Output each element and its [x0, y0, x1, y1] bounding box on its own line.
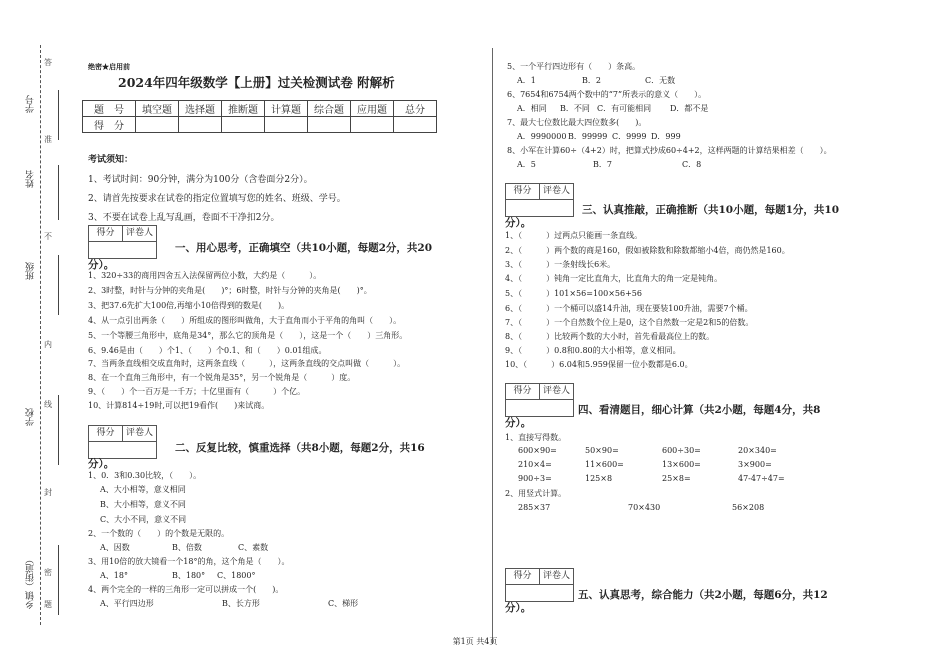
calc-item: 600×90= — [518, 446, 557, 455]
name-field[interactable] — [58, 165, 59, 220]
calc-item: 25×8= — [662, 474, 691, 483]
scorebox-label: 评卷人 — [542, 386, 570, 396]
option: C、素数 — [238, 543, 269, 552]
page-title: 2024年四年级数学【上册】过关检测试卷 附解析 — [118, 75, 395, 90]
option: C．9999 — [612, 132, 647, 141]
question: 7、（ ）一个自然数个位上是0，这个自然数一定是2和5的倍数。 — [505, 318, 754, 327]
calc-item: 50×90= — [585, 446, 619, 455]
calc-item: 11×600= — [585, 460, 624, 469]
school-label: 学校 — [26, 408, 36, 426]
section5-scorebox — [505, 568, 574, 602]
question: 2、3时整，时针与分钟的夹角是( )°；6时整，时针与分钟的夹角是( )°。 — [88, 286, 372, 295]
scorebox-label: 得分 — [89, 226, 123, 241]
calc-item: 47-47÷47= — [738, 474, 785, 483]
student-id-label: 学号 — [26, 95, 36, 113]
student-id-field[interactable] — [58, 90, 59, 140]
binding-margin — [0, 0, 70, 671]
scorebox-label: 评卷人 — [542, 571, 570, 581]
scorebox-label: 评卷人 — [125, 428, 153, 438]
option: A、平行四边形 — [100, 599, 154, 608]
score-table-cell: 总分 — [394, 101, 437, 117]
option: C、1800° — [217, 571, 256, 580]
score-input-cell[interactable] — [136, 117, 179, 133]
question: 5、一个平行四边形有（ ）条高。 — [507, 62, 641, 71]
question: 6、（ ）一个桶可以盛14升油，现在要装100升油，需要7个桶。 — [505, 304, 753, 313]
score-table-cell: 填空题 — [136, 101, 179, 117]
section4-title-cont: 分）。 — [505, 417, 532, 429]
score-table-cell: 题 号 — [83, 101, 136, 117]
question: 3、把37.6先扩大100倍,再缩小10倍得到的数是( )。 — [88, 301, 290, 310]
option: B、长方形 — [222, 599, 260, 608]
calc-item: 125×8 — [585, 474, 613, 483]
question: 6、9.46是由（ ）个1、（ ）个0.1、和（ ）0.01组成。 — [88, 346, 327, 355]
question: 4、（ ）钝角一定比直角大，比直角大的角一定是钝角。 — [505, 274, 723, 283]
question: 8、（ ）比较两个数的大小时，首先看最高位上的数。 — [505, 332, 715, 341]
score-table-cell: 选择题 — [179, 101, 222, 117]
name-label: 姓名 — [26, 170, 36, 188]
school-field[interactable] — [58, 395, 59, 465]
class-field[interactable] — [58, 255, 59, 315]
township-field[interactable] — [58, 545, 59, 615]
score-table — [82, 100, 437, 133]
option: B．7 — [593, 160, 612, 169]
section1-title: 一、用心思考，正确填空（共10小题，每题2分，共20 — [175, 242, 433, 254]
scorebox-label: 评卷人 — [542, 186, 570, 196]
question: 5、一个等腰三角形中，底角是34°，那么它的顶角是（ ），这是一个（ ）三角形。 — [88, 331, 408, 340]
secret-mark: 绝密★启用前 — [88, 62, 130, 71]
option: B．不同 — [560, 104, 590, 113]
notice-item: 3、不要在试卷上乱写乱画，卷面不干净扣2分。 — [88, 213, 280, 223]
score-input-cell[interactable] — [394, 117, 437, 133]
section1-scorebox — [88, 225, 157, 259]
score-input-cell[interactable] — [351, 117, 394, 133]
seal-char: 封 — [44, 488, 52, 497]
question: 8、小军在计算60÷（4+2）时，把算式抄成60÷4+2，这样两题的计算结果相差（ ）。 — [507, 146, 832, 155]
section3-title: 三、认真推敲，正确推断（共10小题，每题1分，共10 — [582, 204, 840, 216]
question: 5、（ ）101×56=100×56+56 — [505, 289, 642, 298]
question: 10、（ ）6.04和5.959保留一位小数都是6.0。 — [505, 360, 693, 369]
question: 1、直接写得数。 — [505, 433, 567, 442]
section3-scorebox — [505, 183, 574, 217]
question: 2、（ ）两个数的商是160，假如被除数和除数都缩小4倍，商仍然是160。 — [505, 246, 790, 255]
question: 4、两个完全的一样的三角形一定可以拼成一个( )。 — [88, 585, 284, 594]
question: 2、用竖式计算。 — [505, 489, 567, 498]
option: B．99999 — [568, 132, 608, 141]
section1-title-cont: 分）。 — [88, 259, 115, 271]
option: C．有可能相同 — [597, 104, 652, 113]
seal-char: 题 — [44, 600, 52, 609]
question: 1、0．3和0.30比较，（ ）。 — [88, 471, 202, 480]
calc-item: 900÷3= — [518, 474, 552, 483]
calc-item: 600÷30= — [662, 446, 701, 455]
question: 1、（ ）过两点只能画一条直线。 — [505, 231, 643, 240]
seal-char: 内 — [44, 340, 52, 349]
section2-title-cont: 分）。 — [88, 458, 115, 470]
section2-scorebox — [88, 425, 157, 459]
option: C．8 — [682, 160, 702, 169]
question: 3、（ ）一条射线长6米。 — [505, 260, 616, 269]
calc-item: 70×430 — [628, 503, 661, 512]
section3-title-cont: 分）。 — [505, 217, 532, 229]
seal-char: 准 — [44, 135, 52, 144]
page-footer: 第1页 共4页 — [452, 637, 498, 646]
score-table-cell: 综合题 — [308, 101, 351, 117]
section5-title: 五、认真思考，综合能力（共2小题，每题6分，共12 — [578, 589, 828, 601]
question: 3、用10倍的放大镜看一个18°的角，这个角是（ ）。 — [88, 557, 290, 566]
option: A．相同 — [517, 104, 547, 113]
scorebox-label: 得分 — [89, 426, 123, 441]
option: C、大小不同，意义不同 — [100, 515, 187, 524]
option: C、梯形 — [328, 599, 359, 608]
option: A．1 — [517, 76, 536, 85]
score-table-score-row — [83, 117, 437, 133]
question: 4、从一点引出两条（ ）所组成的图形叫做角，大于直角而小于平角的角叫（ ）。 — [88, 316, 402, 325]
score-input-cell[interactable] — [179, 117, 222, 133]
seal-char: 答 — [44, 58, 52, 67]
question: 9、（ ）0.8和0.80的大小相等，意义相同。 — [505, 346, 681, 355]
section2-title: 二、反复比较，慎重选择（共8小题，每题2分，共16 — [175, 442, 425, 454]
option: B．2 — [582, 76, 601, 85]
option: A．5 — [517, 160, 536, 169]
calc-item: 3×900= — [738, 460, 772, 469]
section4-scorebox — [505, 383, 574, 417]
scorebox-label: 评卷人 — [125, 228, 153, 238]
score-table-cell: 计算题 — [265, 101, 308, 117]
notice-item: 2、请首先按要求在试卷的指定位置填写您的姓名、班级、学号。 — [88, 194, 346, 204]
option: B、倍数 — [172, 543, 202, 552]
option: D．999 — [651, 132, 681, 141]
question: 6、7654和6754两个数中的“7”所表示的意义（ ）。 — [507, 90, 707, 99]
score-table-cell: 推断题 — [222, 101, 265, 117]
question: 7、当两条直线相交成直角时，这两条直线（ ），这两条直线的交点叫做（ ）。 — [88, 359, 406, 368]
score-table-cell: 应用题 — [351, 101, 394, 117]
notice-item: 1、考试时间：90分钟，满分为100分（含卷面分2分）。 — [88, 175, 313, 185]
column-divider — [492, 48, 493, 644]
calc-item: 20×340= — [738, 446, 777, 455]
question: 8、在一个直角三角形中，有一个锐角是35°，另一个锐角是（ ）度。 — [88, 373, 356, 382]
section4-title: 四、看清题目，细心计算（共2小题，每题4分，共8 — [578, 404, 821, 416]
option: A、18° — [100, 571, 128, 580]
seal-char: 密 — [44, 568, 52, 577]
calc-item: 285×37 — [518, 503, 551, 512]
score-table-cell: 得 分 — [83, 117, 136, 133]
question: 7、最大七位数比最大四位数多( )。 — [507, 118, 647, 127]
question: 2、一个数的（ ）的个数是无限的。 — [88, 529, 230, 538]
option: A、大小相等，意义相同 — [100, 485, 186, 494]
notice-heading: 考试须知： — [88, 155, 134, 165]
scorebox-label: 得分 — [506, 569, 540, 584]
option: A．9990000 — [517, 132, 567, 141]
option: C．无数 — [645, 76, 676, 85]
seal-line — [40, 45, 41, 625]
calc-item: 56×208 — [732, 503, 765, 512]
score-input-cell[interactable] — [222, 117, 265, 133]
option: A、因数 — [100, 543, 130, 552]
question: 9、（ ）个一百万是一千万；十亿里面有（ ）个亿。 — [88, 387, 306, 396]
option: D．都不是 — [670, 104, 709, 113]
class-label: 班级 — [26, 262, 36, 280]
option: B、180° — [172, 571, 206, 580]
question: 10、计算814÷19时,可以把19看作( )来试商。 — [88, 401, 270, 410]
scorebox-label: 得分 — [506, 384, 540, 399]
score-table-header-row — [83, 101, 437, 117]
score-input-cell[interactable] — [265, 117, 308, 133]
seal-char: 不 — [44, 232, 52, 241]
question: 1、320÷33的商用四舍五入法保留两位小数，大约是（ ）。 — [88, 271, 322, 280]
calc-item: 210×4= — [518, 460, 552, 469]
township-label: 乡镇（街道） — [26, 555, 36, 609]
section5-title-cont: 分）。 — [505, 602, 532, 614]
score-input-cell[interactable] — [308, 117, 351, 133]
scorebox-label: 得分 — [506, 184, 540, 199]
option: B、大小相等，意义不同 — [100, 500, 186, 509]
seal-char: 线 — [44, 400, 52, 409]
calc-item: 13×600= — [662, 460, 701, 469]
